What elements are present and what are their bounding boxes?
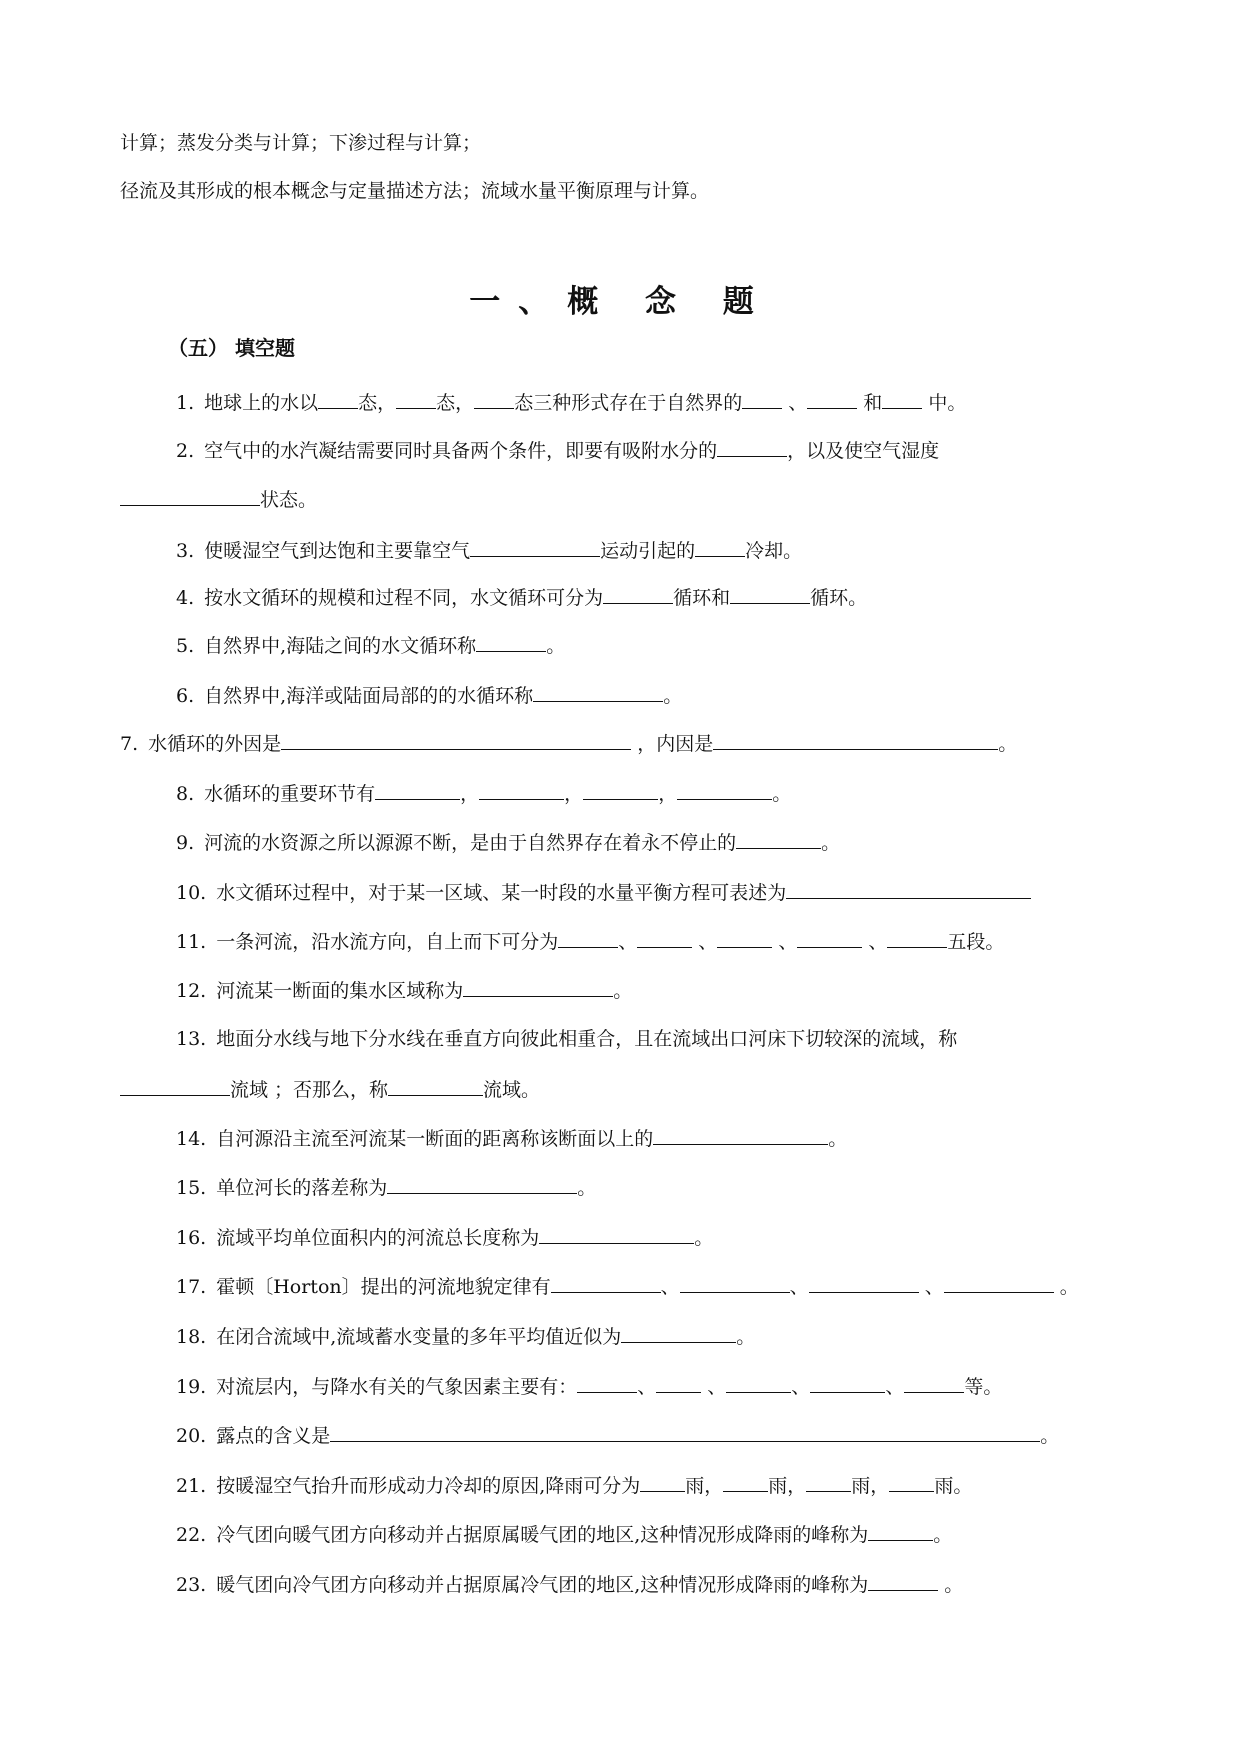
question-text: ， bbox=[658, 783, 678, 805]
answer-blank[interactable] bbox=[318, 389, 358, 409]
answer-blank[interactable] bbox=[388, 1076, 483, 1096]
question-text: 态， bbox=[358, 392, 397, 414]
question-text: 地面分水线与地下分水线在垂直方向彼此相重合，且在流域出口河床下切较深的流域，称 bbox=[216, 1028, 958, 1050]
question-10 bbox=[176, 879, 1031, 906]
question-text: 雨， bbox=[768, 1475, 807, 1497]
answer-blank[interactable] bbox=[551, 1273, 661, 1293]
answer-blank[interactable] bbox=[677, 780, 772, 800]
question-6 bbox=[176, 682, 682, 709]
question-number: 9. bbox=[176, 832, 195, 854]
question-text: 雨， bbox=[685, 1475, 724, 1497]
question-continuation bbox=[120, 486, 317, 513]
question-text: 、 bbox=[618, 931, 638, 953]
question-text: 按暖湿空气抬升而形成动力冷却的原因,降雨可分为 bbox=[216, 1475, 641, 1497]
answer-blank[interactable] bbox=[120, 486, 260, 506]
answer-blank[interactable] bbox=[809, 1273, 919, 1293]
question-18 bbox=[176, 1323, 755, 1350]
question-number: 4. bbox=[176, 587, 195, 609]
question-number: 18. bbox=[176, 1326, 207, 1348]
question-5 bbox=[176, 632, 565, 659]
question-number: 19. bbox=[176, 1376, 207, 1398]
answer-blank[interactable] bbox=[807, 389, 857, 409]
question-text: 对流层内，与降水有关的气象因素主要有： bbox=[216, 1376, 578, 1398]
answer-blank[interactable] bbox=[621, 1323, 736, 1343]
question-text: 、 bbox=[885, 1376, 905, 1398]
question-text: 霍顿〔Horton〕提出的河流地貌定律有 bbox=[216, 1276, 551, 1298]
answer-blank[interactable] bbox=[944, 1273, 1054, 1293]
question-text: 、 bbox=[660, 1276, 680, 1298]
question-text: 、 bbox=[862, 931, 888, 953]
question-text: ，内因是 bbox=[631, 733, 714, 755]
question-12 bbox=[176, 977, 632, 1004]
question-2 bbox=[176, 437, 939, 464]
question-text: 河流某一断面的集水区域称为 bbox=[216, 980, 464, 1002]
question-text: 、 bbox=[782, 392, 808, 414]
question-text: 自河源沿主流至河流某一断面的距离称该断面以上的 bbox=[216, 1128, 654, 1150]
question-text: 、 bbox=[772, 931, 798, 953]
answer-blank[interactable] bbox=[717, 928, 772, 948]
question-text: 冷气团向暖气团方向移动并占据原属暖气团的地区,这种情况形成降雨的峰称为 bbox=[216, 1524, 869, 1546]
answer-blank[interactable] bbox=[558, 928, 618, 948]
question-text: 循环。 bbox=[810, 587, 868, 609]
question-number: 6. bbox=[176, 685, 195, 707]
question-13 bbox=[176, 1026, 957, 1052]
question-text: 。 bbox=[998, 733, 1018, 755]
question-7 bbox=[120, 730, 1017, 757]
subsection-title: （五） 填空题 bbox=[168, 336, 295, 360]
question-number: 16. bbox=[176, 1227, 207, 1249]
question-text: 冷却。 bbox=[745, 540, 803, 562]
answer-blank[interactable] bbox=[120, 1076, 230, 1096]
answer-blank[interactable] bbox=[868, 1571, 938, 1591]
question-text: 五段。 bbox=[947, 931, 1005, 953]
question-text: 流域平均单位面积内的河流总长度称为 bbox=[216, 1227, 540, 1249]
question-text: 单位河长的落差称为 bbox=[216, 1177, 388, 1199]
question-text: 态， bbox=[436, 392, 475, 414]
question-text: 运动引起的 bbox=[600, 540, 696, 562]
answer-blank[interactable] bbox=[730, 584, 810, 604]
question-number: 20. bbox=[176, 1425, 207, 1447]
question-text: 和 bbox=[857, 392, 883, 414]
question-text: 。 bbox=[546, 635, 566, 657]
question-text: 空气中的水汽凝结需要同时具备两个条件，即要有吸附水分的 bbox=[204, 440, 718, 462]
question-text: ， bbox=[460, 783, 480, 805]
question-number: 3. bbox=[176, 540, 195, 562]
question-text: 态三种形式存在于自然界的 bbox=[514, 392, 743, 414]
question-19 bbox=[176, 1373, 1002, 1400]
answer-blank[interactable] bbox=[882, 389, 922, 409]
answer-blank[interactable] bbox=[806, 1472, 851, 1492]
question-number: 17. bbox=[176, 1276, 207, 1298]
question-number: 5. bbox=[176, 635, 195, 657]
answer-blank[interactable] bbox=[797, 928, 862, 948]
question-text: 按水文循环的规模和过程不同，水文循环可分为 bbox=[204, 587, 604, 609]
answer-blank[interactable] bbox=[726, 1373, 791, 1393]
answer-blank[interactable] bbox=[653, 1125, 828, 1145]
question-number: 7. bbox=[120, 733, 139, 755]
answer-blank[interactable] bbox=[904, 1373, 964, 1393]
question-text: 地球上的水以 bbox=[204, 392, 319, 414]
question-20 bbox=[176, 1422, 1059, 1449]
answer-blank[interactable] bbox=[583, 780, 658, 800]
question-21 bbox=[176, 1472, 972, 1499]
question-number: 14. bbox=[176, 1128, 207, 1150]
question-number: 21. bbox=[176, 1475, 207, 1497]
section-title: 一、概 念 题 bbox=[469, 284, 772, 320]
answer-blank[interactable] bbox=[375, 780, 460, 800]
question-text: 水文循环过程中，对于某一区域、某一时段的水量平衡方程可表述为 bbox=[216, 882, 787, 904]
answer-blank[interactable] bbox=[736, 829, 821, 849]
question-1 bbox=[176, 389, 966, 416]
question-text: 、 bbox=[692, 931, 718, 953]
answer-blank[interactable] bbox=[713, 730, 998, 750]
question-number: 1. bbox=[176, 392, 195, 414]
question-15 bbox=[176, 1174, 596, 1201]
question-text: 流域。 bbox=[483, 1079, 541, 1101]
answer-blank[interactable] bbox=[723, 1472, 768, 1492]
question-text: 自然界中,海洋或陆面局部的的水循环称 bbox=[204, 685, 534, 707]
question-text: 。 bbox=[663, 685, 683, 707]
answer-blank[interactable] bbox=[810, 1373, 885, 1393]
answer-blank[interactable] bbox=[889, 1472, 934, 1492]
answer-blank[interactable] bbox=[539, 1224, 694, 1244]
question-text: 水循环的外因是 bbox=[148, 733, 282, 755]
question-text: ， bbox=[564, 783, 584, 805]
question-text: 。 bbox=[1053, 1276, 1079, 1298]
question-text: 在闭合流域中,流域蓄水变量的多年平均值近似为 bbox=[216, 1326, 622, 1348]
question-text: 状态。 bbox=[260, 489, 318, 511]
answer-blank[interactable] bbox=[742, 389, 782, 409]
question-9 bbox=[176, 829, 840, 856]
question-text: 。 bbox=[1040, 1425, 1060, 1447]
question-text: 、 bbox=[789, 1276, 809, 1298]
question-14 bbox=[176, 1125, 847, 1152]
question-text: 水循环的重要环节有 bbox=[204, 783, 376, 805]
intro-line-2: 径流及其形成的根本概念与定量描述方法；流域水量平衡原理与计算。 bbox=[120, 180, 710, 202]
question-text: 循环和 bbox=[673, 587, 731, 609]
answer-blank[interactable] bbox=[786, 879, 1031, 899]
answer-blank[interactable] bbox=[717, 437, 787, 457]
question-text: 流域 ；否那么，称 bbox=[230, 1079, 389, 1101]
answer-blank[interactable] bbox=[463, 977, 613, 997]
question-22 bbox=[176, 1521, 952, 1548]
question-text: 、 bbox=[918, 1276, 944, 1298]
question-text: 、 bbox=[701, 1376, 727, 1398]
answer-blank[interactable] bbox=[476, 632, 546, 652]
question-text: 雨。 bbox=[934, 1475, 973, 1497]
question-text: 。 bbox=[736, 1326, 756, 1348]
answer-blank[interactable] bbox=[387, 1174, 577, 1194]
question-4 bbox=[176, 584, 867, 611]
question-text: 雨， bbox=[851, 1475, 890, 1497]
answer-blank[interactable] bbox=[868, 1521, 933, 1541]
question-number: 23. bbox=[176, 1574, 207, 1596]
question-number: 13. bbox=[176, 1028, 207, 1050]
question-text: 。 bbox=[821, 832, 841, 854]
question-number: 11. bbox=[176, 931, 207, 953]
question-number: 22. bbox=[176, 1524, 207, 1546]
answer-blank[interactable] bbox=[396, 389, 436, 409]
question-text: 使暖湿空气到达饱和主要靠空气 bbox=[204, 540, 471, 562]
question-text: 等。 bbox=[964, 1376, 1003, 1398]
question-text: 。 bbox=[933, 1524, 953, 1546]
answer-blank[interactable] bbox=[680, 1273, 790, 1293]
question-number: 10. bbox=[176, 882, 207, 904]
question-text: 河流的水资源之所以源源不断，是由于自然界存在着永不停止的 bbox=[204, 832, 737, 854]
question-8 bbox=[176, 780, 791, 807]
answer-blank[interactable] bbox=[637, 928, 692, 948]
question-continuation bbox=[120, 1076, 540, 1103]
answer-blank[interactable] bbox=[330, 1422, 1040, 1442]
question-text: 。 bbox=[577, 1177, 597, 1199]
question-text: 。 bbox=[772, 783, 792, 805]
question-16 bbox=[176, 1224, 713, 1251]
answer-blank[interactable] bbox=[603, 584, 673, 604]
question-text: 。 bbox=[613, 980, 633, 1002]
question-text: 露点的含义是 bbox=[216, 1425, 331, 1447]
question-text: 。 bbox=[938, 1574, 964, 1596]
answer-blank[interactable] bbox=[887, 928, 947, 948]
intro-line-1: 计算；蒸发分类与计算；下渗过程与计算； bbox=[120, 132, 482, 154]
question-text: ，以及使空气湿度 bbox=[787, 440, 940, 462]
question-11 bbox=[176, 928, 1004, 955]
question-text: 中。 bbox=[922, 392, 967, 414]
answer-blank[interactable] bbox=[640, 1472, 685, 1492]
answer-blank[interactable] bbox=[695, 537, 745, 557]
question-number: 8. bbox=[176, 783, 195, 805]
question-text: 、 bbox=[637, 1376, 657, 1398]
question-17 bbox=[176, 1273, 1079, 1300]
answer-blank[interactable] bbox=[281, 730, 631, 750]
question-text: 暖气团向冷气团方向移动并占据原属冷气团的地区,这种情况形成降雨的峰称为 bbox=[216, 1574, 869, 1596]
question-text: 自然界中,海陆之间的水文循环称 bbox=[204, 635, 477, 657]
question-text: 、 bbox=[791, 1376, 811, 1398]
question-23 bbox=[176, 1571, 963, 1598]
question-text: 。 bbox=[694, 1227, 714, 1249]
question-number: 2. bbox=[176, 440, 195, 462]
answer-blank[interactable] bbox=[656, 1373, 701, 1393]
question-text: 一条河流，沿水流方向，自上而下可分为 bbox=[216, 931, 559, 953]
question-text: 。 bbox=[828, 1128, 848, 1150]
question-number: 12. bbox=[176, 980, 207, 1002]
answer-blank[interactable] bbox=[533, 682, 663, 702]
question-3 bbox=[176, 537, 802, 564]
answer-blank[interactable] bbox=[479, 780, 564, 800]
answer-blank[interactable] bbox=[470, 537, 600, 557]
question-number: 15. bbox=[176, 1177, 207, 1199]
answer-blank[interactable] bbox=[577, 1373, 637, 1393]
answer-blank[interactable] bbox=[474, 389, 514, 409]
